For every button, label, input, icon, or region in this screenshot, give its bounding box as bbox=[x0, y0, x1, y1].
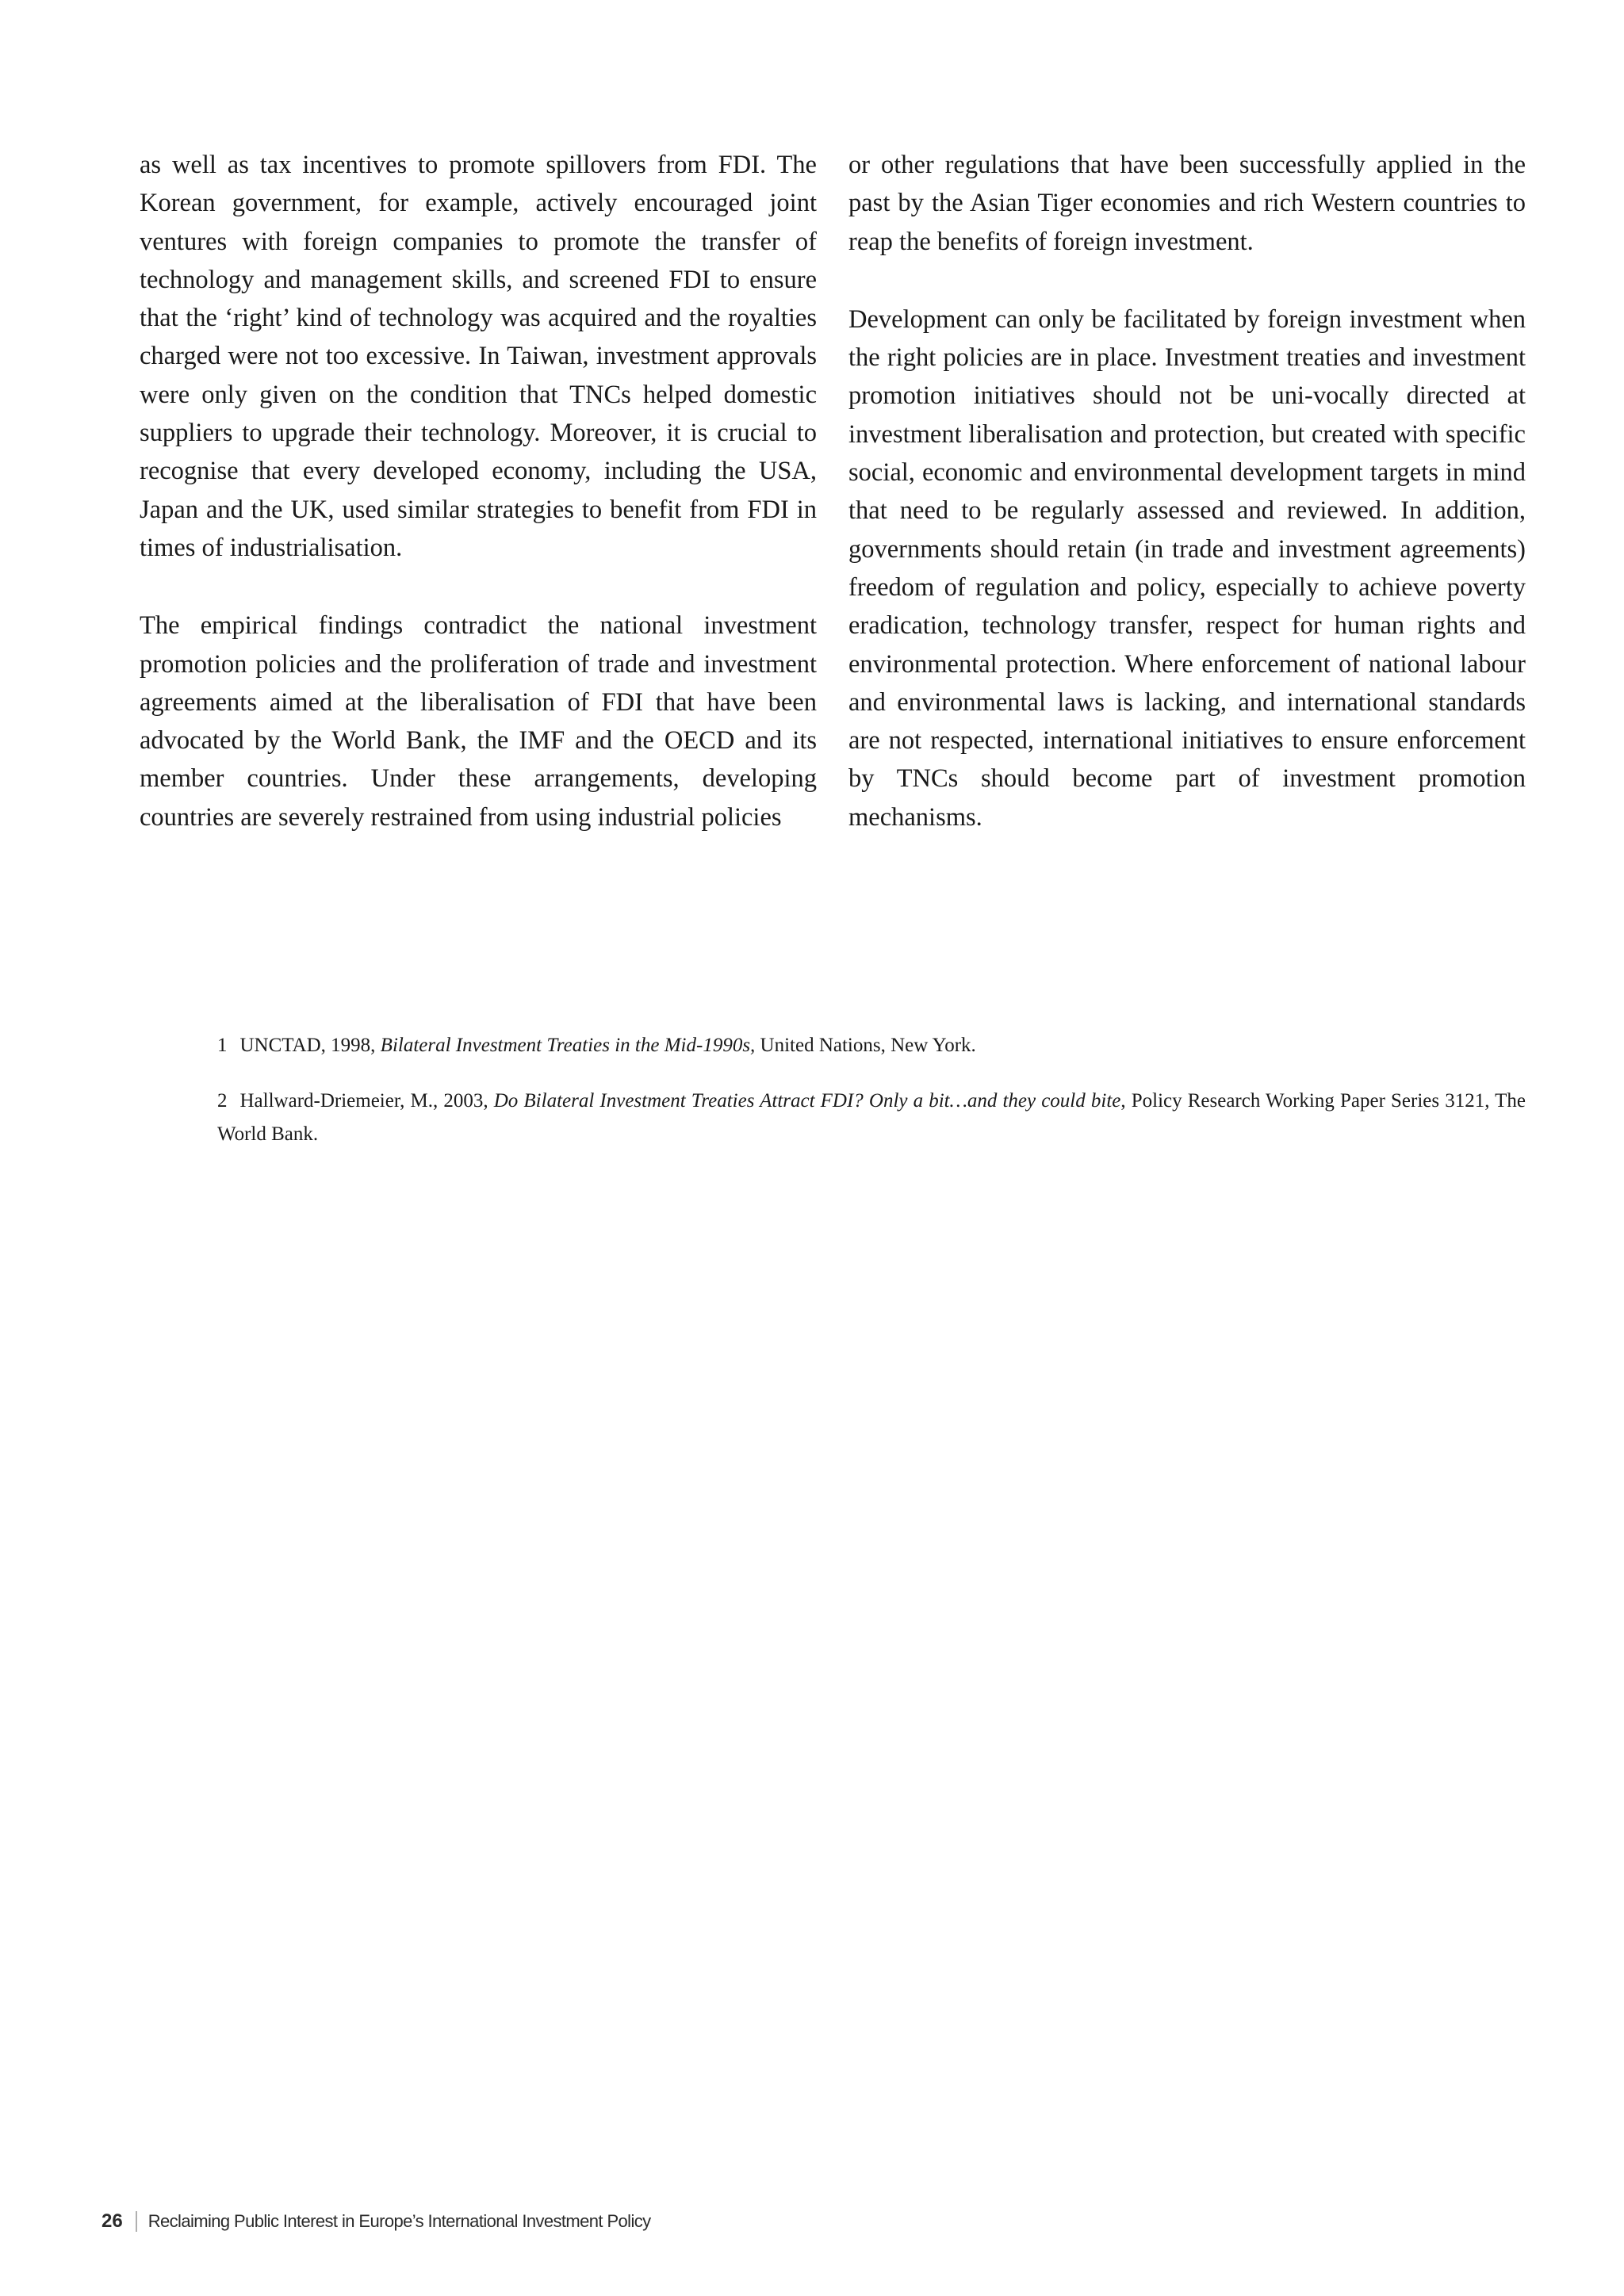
footer-divider bbox=[136, 2211, 137, 2232]
footnote-text: , Policy Research Working Paper Series 3121, The World Bank. bbox=[217, 1090, 1526, 1145]
footnotes bbox=[217, 1029, 1526, 1173]
footnote-2 bbox=[217, 1085, 1526, 1151]
footnote-title: Bilateral Investment Treaties in the Mid-1990s, bbox=[380, 1035, 756, 1056]
footnote-text: UNCTAD, 1998, bbox=[239, 1035, 381, 1056]
left-paragraph-2: The empirical findings contradict the national investment promotion policies and the proliferation of trade and investment agreements aimed at the liberalisation of FDI that have been advocated by the World Bank, the IMF and the OECD and its member countries. Under these arrangements, developing countries are severely restrained from using industrial policies bbox=[140, 611, 817, 832]
right-paragraph-1: or other regulations that have been successfully applied in the past by the Asian Tiger economies and rich Western countries to reap the benefits of foreign investment. bbox=[848, 151, 1526, 256]
footnote-title: Do Bilateral Investment Treaties Attract FDI? Only a bit…and they could bite bbox=[493, 1090, 1121, 1112]
page-number: 26 bbox=[102, 2210, 123, 2232]
page-footer bbox=[102, 2210, 651, 2233]
footnote-number: 2 bbox=[217, 1090, 228, 1112]
left-column bbox=[140, 146, 817, 836]
publication-title: Reclaiming Public Interest in Europe’s International Investment Policy bbox=[147, 2211, 651, 2231]
left-paragraph-1: as well as tax incentives to promote spillovers from FDI. The Korean government, for example, actively encouraged joint ventures with foreign companies to promote the transfer of technology and management skills, and screened FDI to ensure that the ‘right’ kind of technology was acquired and the royalties charged were not too excessive. In Taiwan, investment approvals were only given on the condition that TNCs helped domestic suppliers to upgrade their technology. Moreover, it is crucial to recognise that every developed economy, including the USA, Japan and the UK, used similar strategies to benefit from FDI in times of industrialisation. bbox=[140, 151, 817, 562]
right-column bbox=[848, 146, 1526, 836]
right-paragraph-2: Development can only be facilitated by foreign investment when the right policies are in place. Investment treaties and investment promotion initiatives should not be uni-vocally directed at investment liberalisation and protection, but created with specific social, economic and environmental development targets in mind that need to be regularly assessed and reviewed. In addition, governments should retain (in trade and investment agreements) freedom of regulation and policy, especially to achieve poverty eradication, technology transfer, respect for human rights and environmental protection. Where enforcement of national labour and environmental laws is lacking, and international standards are not respected, international initiatives to ensure enforcement by TNCs should become part of investment promotion mechanisms. bbox=[848, 304, 1526, 832]
footnote-text: Hallward-Driemeier, M., 2003, bbox=[239, 1090, 494, 1112]
body-columns bbox=[140, 146, 1526, 836]
footnote-number: 1 bbox=[217, 1035, 228, 1056]
footnote-text: United Nations, New York. bbox=[755, 1035, 976, 1056]
footnote-1 bbox=[217, 1029, 1526, 1062]
